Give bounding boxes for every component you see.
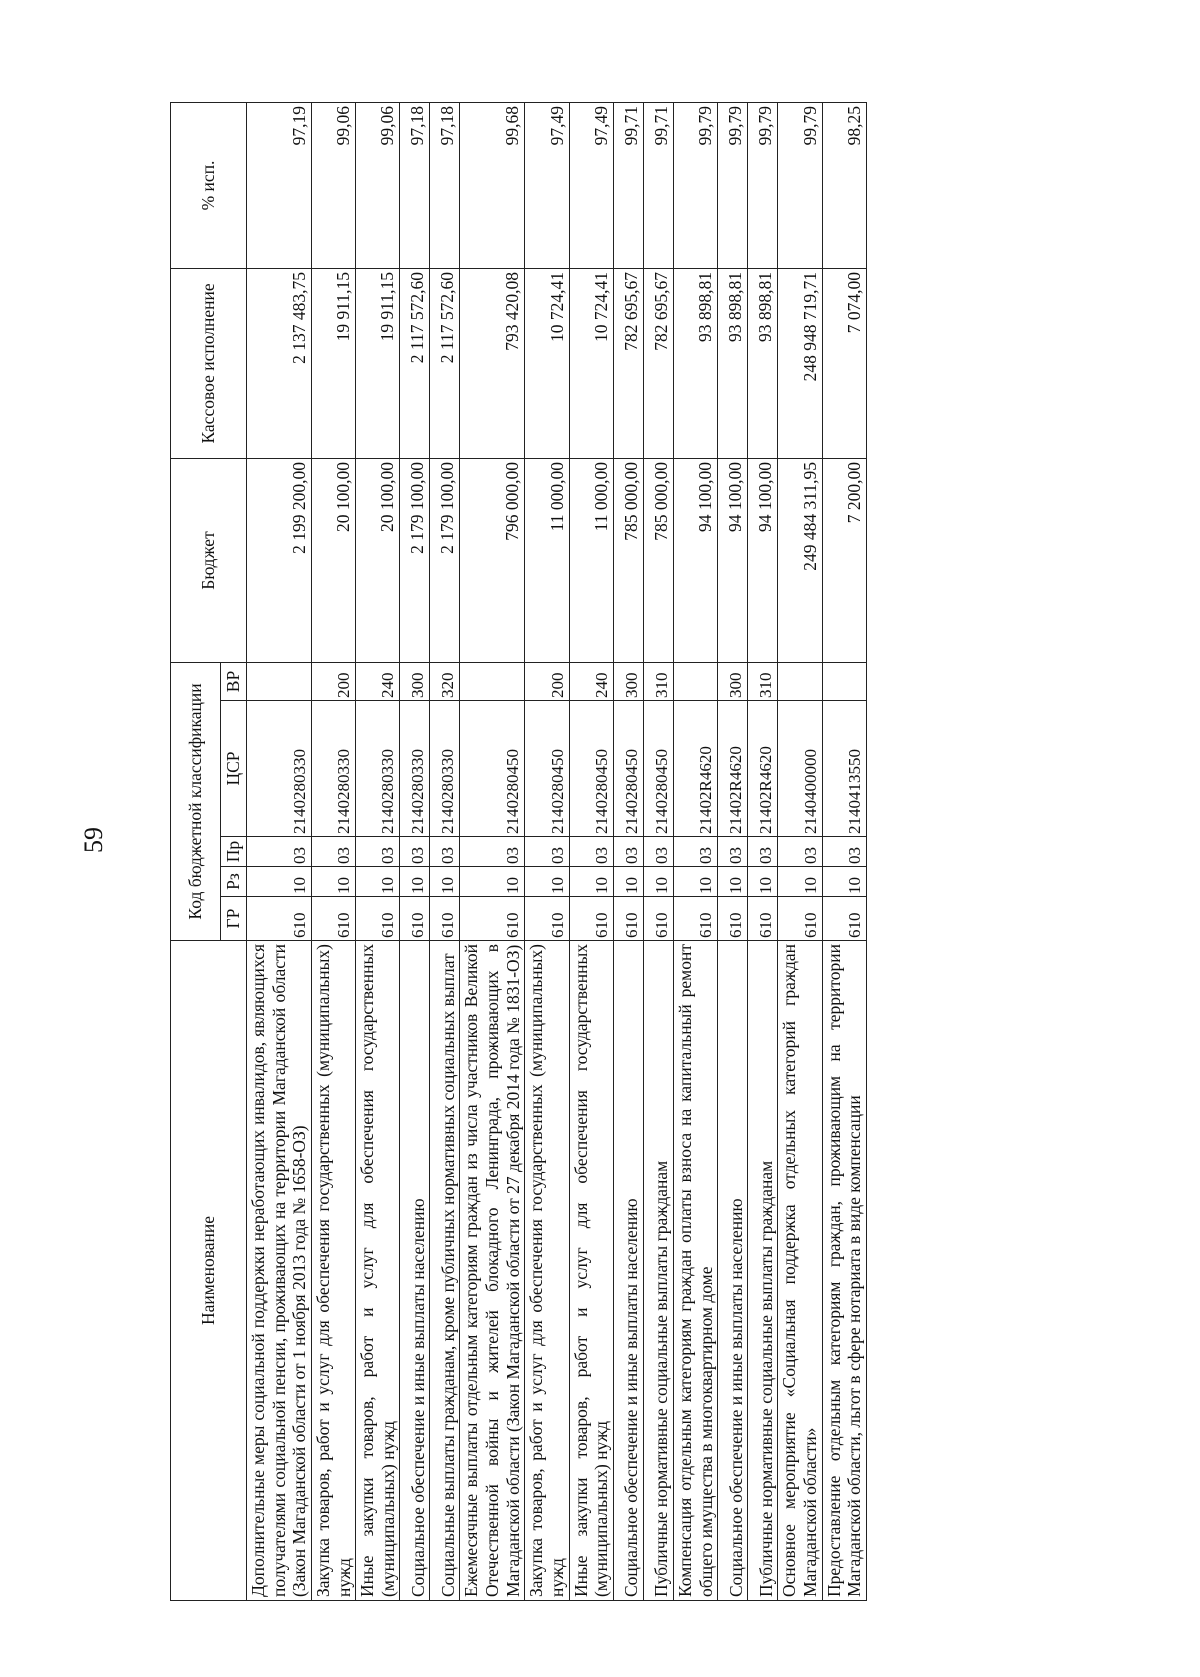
row-vr: 240 (569, 662, 613, 700)
row-pct: 99,79 (748, 102, 778, 268)
row-vr (247, 662, 312, 700)
row-name: Публичные нормативные социальные выплаты гражданам (643, 941, 673, 1601)
row-rz: 10 (822, 867, 866, 897)
row-pct: 97,19 (247, 102, 312, 268)
row-csr: 2140280330 (400, 701, 430, 837)
row-name: Социальное обеспечение и иные выплаты населению (718, 941, 748, 1601)
row-vr (822, 662, 866, 700)
row-budget: 94 100,00 (718, 458, 748, 662)
row-pct: 97,18 (430, 102, 460, 268)
row-name: Социальное обеспечение и иные выплаты населению (400, 941, 430, 1601)
row-pct: 97,49 (569, 102, 613, 268)
row-pr: 03 (430, 837, 460, 867)
row-pr: 03 (525, 837, 569, 867)
header-name: Наименование (171, 941, 247, 1601)
row-rz: 10 (311, 867, 355, 897)
row-budget: 20 100,00 (356, 458, 400, 662)
row-cash: 19 911,15 (356, 268, 400, 458)
row-gr: 610 (247, 897, 312, 941)
row-budget: 7 200,00 (822, 458, 866, 662)
header-pr: Пр (221, 837, 247, 867)
row-csr: 21402R4620 (718, 701, 748, 837)
row-vr: 300 (400, 662, 430, 700)
row-pr: 03 (311, 837, 355, 867)
row-name: Дополнительные меры социальной поддержки неработающих инвалидов, являющихся получателями социальной пенсии, проживающих на территории Магаданской области (Закон Магаданской области от 1 ноября 2013 года № 1658-ОЗ) (247, 941, 312, 1601)
row-rz: 10 (430, 867, 460, 897)
table-row (460, 102, 525, 1600)
row-cash: 93 898,81 (718, 268, 748, 458)
row-cash: 2 117 572,60 (430, 268, 460, 458)
row-csr: 2140280450 (569, 701, 613, 837)
row-vr: 310 (748, 662, 778, 700)
row-csr: 21402R4620 (748, 701, 778, 837)
row-pct: 99,79 (718, 102, 748, 268)
row-pr: 03 (673, 837, 717, 867)
table-row (430, 102, 460, 1600)
row-cash: 10 724,41 (525, 268, 569, 458)
row-csr: 2140280450 (460, 701, 525, 837)
row-csr: 21402R4620 (673, 701, 717, 837)
row-pr: 03 (718, 837, 748, 867)
row-vr (460, 662, 525, 700)
row-cash: 793 420,08 (460, 268, 525, 458)
row-budget: 2 179 100,00 (400, 458, 430, 662)
row-name: Компенсация отдельным категориям граждан оплаты взноса на капитальный ремонт общего имущества в многоквартирном доме (673, 941, 717, 1601)
table-row (778, 102, 822, 1600)
row-name: Иные закупки товаров, работ и услуг для обеспечения государственных (муниципальных) нужд (356, 941, 400, 1601)
row-cash: 7 074,00 (822, 268, 866, 458)
header-csr: ЦСР (221, 701, 247, 837)
row-csr: 2140280330 (247, 701, 312, 837)
row-vr: 310 (643, 662, 673, 700)
row-budget: 94 100,00 (748, 458, 778, 662)
header-gr: ГР (221, 897, 247, 941)
row-name: Иные закупки товаров, работ и услуг для обеспечения государственных (муниципальных) нужд (569, 941, 613, 1601)
row-budget: 2 199 200,00 (247, 458, 312, 662)
row-gr: 610 (430, 897, 460, 941)
row-rz: 10 (643, 867, 673, 897)
table-row (822, 102, 866, 1600)
row-pr: 03 (643, 837, 673, 867)
table-row (311, 102, 355, 1600)
header-budget: Бюджет (171, 458, 247, 662)
row-gr: 610 (718, 897, 748, 941)
header-cash: Кассовое исполнение (171, 268, 247, 458)
row-cash: 2 117 572,60 (400, 268, 430, 458)
row-rz: 10 (356, 867, 400, 897)
row-pct: 99,71 (643, 102, 673, 268)
row-vr: 300 (718, 662, 748, 700)
row-rz: 10 (247, 867, 312, 897)
row-budget: 785 000,00 (613, 458, 643, 662)
row-gr: 610 (778, 897, 822, 941)
row-pr: 03 (778, 837, 822, 867)
row-name: Основное мероприятие «Социальная поддержка отдельных категорий граждан Магаданской области» (778, 941, 822, 1601)
row-pr: 03 (460, 837, 525, 867)
row-rz: 10 (748, 867, 778, 897)
row-cash: 93 898,81 (748, 268, 778, 458)
row-vr: 300 (613, 662, 643, 700)
header-rz: Рз (221, 867, 247, 897)
row-budget: 785 000,00 (643, 458, 673, 662)
row-pct: 99,79 (778, 102, 822, 268)
row-budget: 94 100,00 (673, 458, 717, 662)
row-pct: 97,49 (525, 102, 569, 268)
row-pct: 98,25 (822, 102, 866, 268)
table-row (673, 102, 717, 1600)
row-name: Ежемесячные выплаты отдельным категориям граждан из числа участников Великой Отечественной войны и жителей блокадного Ленинграда, проживающих в Магаданской области (Закон Магаданской области от 27 декабря 2014 года № 1831-ОЗ) (460, 941, 525, 1601)
row-csr: 2140400000 (778, 701, 822, 837)
row-csr: 2140280450 (525, 701, 569, 837)
row-gr: 610 (822, 897, 866, 941)
row-cash: 93 898,81 (673, 268, 717, 458)
row-vr: 320 (430, 662, 460, 700)
row-csr: 2140280450 (613, 701, 643, 837)
row-name: Закупка товаров, работ и услуг для обеспечения государственных (муниципальных) нужд (311, 941, 355, 1601)
row-csr: 2140413550 (822, 701, 866, 837)
row-budget: 2 179 100,00 (430, 458, 460, 662)
row-cash: 19 911,15 (311, 268, 355, 458)
row-gr: 610 (356, 897, 400, 941)
row-pr: 03 (247, 837, 312, 867)
row-vr: 200 (525, 662, 569, 700)
row-rz: 10 (569, 867, 613, 897)
row-gr: 610 (673, 897, 717, 941)
row-gr: 610 (613, 897, 643, 941)
row-rz: 10 (460, 867, 525, 897)
row-name: Закупка товаров, работ и услуг для обеспечения государственных (муниципальных) нужд (525, 941, 569, 1601)
row-name: Социальное обеспечение и иные выплаты населению (613, 941, 643, 1601)
row-csr: 2140280450 (643, 701, 673, 837)
table-row (718, 102, 748, 1600)
row-vr (778, 662, 822, 700)
table-row (643, 102, 673, 1600)
header-code-group: Код бюджетной классификации (171, 662, 221, 940)
row-pct: 99,68 (460, 102, 525, 268)
row-gr: 610 (748, 897, 778, 941)
row-vr (673, 662, 717, 700)
row-cash: 2 137 483,75 (247, 268, 312, 458)
row-cash: 782 695,67 (643, 268, 673, 458)
table-row (613, 102, 643, 1600)
row-rz: 10 (400, 867, 430, 897)
row-budget: 20 100,00 (311, 458, 355, 662)
row-gr: 610 (525, 897, 569, 941)
header-vr: ВР (221, 662, 247, 700)
row-cash: 10 724,41 (569, 268, 613, 458)
row-pct: 99,71 (613, 102, 643, 268)
row-rz: 10 (778, 867, 822, 897)
row-pr: 03 (569, 837, 613, 867)
header-pct: % исп. (171, 102, 247, 268)
row-rz: 10 (613, 867, 643, 897)
table-row (569, 102, 613, 1600)
row-rz: 10 (718, 867, 748, 897)
row-vr: 240 (356, 662, 400, 700)
row-pct: 99,79 (673, 102, 717, 268)
row-pct: 99,06 (311, 102, 355, 268)
row-budget: 11 000,00 (569, 458, 613, 662)
row-pr: 03 (356, 837, 400, 867)
row-csr: 2140280330 (430, 701, 460, 837)
page-number: 59 (79, 827, 108, 853)
table-row (400, 102, 430, 1600)
row-pr: 03 (613, 837, 643, 867)
table-row (356, 102, 400, 1600)
row-gr: 610 (311, 897, 355, 941)
row-pr: 03 (748, 837, 778, 867)
row-csr: 2140280330 (311, 701, 355, 837)
row-gr: 610 (569, 897, 613, 941)
row-gr: 610 (460, 897, 525, 941)
table-row (748, 102, 778, 1600)
row-budget: 11 000,00 (525, 458, 569, 662)
row-pct: 97,18 (400, 102, 430, 268)
row-csr: 2140280330 (356, 701, 400, 837)
row-name: Публичные нормативные социальные выплаты гражданам (748, 941, 778, 1601)
row-pr: 03 (400, 837, 430, 867)
table-row (525, 102, 569, 1600)
row-gr: 610 (643, 897, 673, 941)
row-pct: 99,06 (356, 102, 400, 268)
row-budget: 796 000,00 (460, 458, 525, 662)
row-name: Социальные выплаты гражданам, кроме публичных нормативных социальных выплат (430, 941, 460, 1601)
row-gr: 610 (400, 897, 430, 941)
row-pr: 03 (822, 837, 866, 867)
row-name: Предоставление отдельным категориям граждан, проживающим на территории Магаданской области, льгот в сфере нотариата в виде компенсации (822, 941, 866, 1601)
budget-table (170, 102, 867, 1601)
rotated-table-container (170, 103, 978, 1601)
row-rz: 10 (673, 867, 717, 897)
row-cash: 248 948 719,71 (778, 268, 822, 458)
row-cash: 782 695,67 (613, 268, 643, 458)
table-row (247, 102, 312, 1600)
row-budget: 249 484 311,95 (778, 458, 822, 662)
row-rz: 10 (525, 867, 569, 897)
row-vr: 200 (311, 662, 355, 700)
